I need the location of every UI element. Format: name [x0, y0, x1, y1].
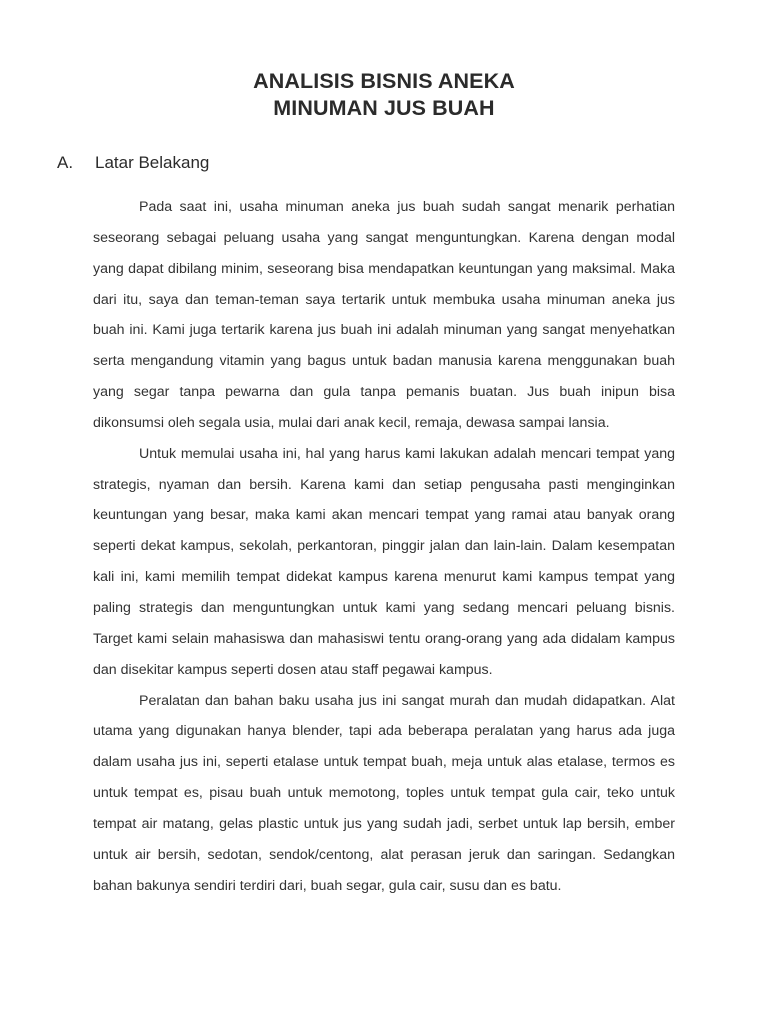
paragraph-3: Peralatan dan bahan baku usaha jus ini sangat murah dan mudah didapatkan. Alat utama yang digunakan hanya blender, tapi ada beberapa peralatan yang harus ada juga dalam usaha jus ini, seperti etalase untuk tempat buah, meja untuk alas etalase, termos es untuk tempat es, pisau buah untuk memotong, toples untuk tempat gula cair, teko untuk tempat air matang, gelas plastic untuk jus yang sudah jadi, serbet untuk lap bersih, ember untuk air bersih, sedotan, sendok/centong, alat perasan jeruk dan saringan. Sedangkan bahan bakunya sendiri terdiri dari, buah segar, gula cair, susu dan es batu. — [93, 692, 675, 894]
page-title — [0, 68, 768, 122]
paragraph-2: Untuk memulai usaha ini, hal yang harus kami lakukan adalah mencari tempat yang strategis, nyaman dan bersih. Karena kami dan setiap pengusaha pasti menginginkan keuntungan yang besar, maka kami akan mencari tempat yang ramai atau banyak orang seperti dekat kampus, sekolah, perkantoran, pinggir jalan dan lain-lain. Dalam kesempatan kali ini, kami memilih tempat didekat kampus karena menurut kami kampus tempat yang paling strategis dan menguntungkan untuk kami yang sedang mencari peluang bisnis. Target kami selain mahasiswa dan mahasiswi tentu orang-orang yang ada didalam kampus dan disekitar kampus seperti dosen atau staff pegawai kampus. — [93, 445, 675, 678]
section-heading — [57, 151, 209, 175]
title-line-2: MINUMAN JUS BUAH — [273, 96, 495, 120]
paragraph-1: Pada saat ini, usaha minuman aneka jus buah sudah sangat menarik perhatian seseorang sebagai peluang usaha yang sangat menguntungkan. Karena dengan modal yang dapat dibilang minim, seseorang bisa mendapatkan keuntungan yang maksimal. Maka dari itu, saya dan teman-teman saya tertarik untuk membuka usaha minuman aneka jus buah ini. Kami juga tertarik karena jus buah ini adalah minuman yang sangat menyehatkan serta mengandung vitamin yang bagus untuk badan manusia karena menggunakan buah yang segar tanpa pewarna dan gula tanpa pemanis buatan. Jus buah inipun bisa dikonsumsi oleh segala usia, mulai dari anak kecil, remaja, dewasa sampai lansia. — [93, 199, 675, 431]
title-line-1: ANALISIS BISNIS ANEKA — [253, 69, 515, 93]
body-text — [93, 192, 675, 901]
section-number: A. — [57, 153, 74, 172]
section-title: Latar Belakang — [95, 153, 210, 172]
